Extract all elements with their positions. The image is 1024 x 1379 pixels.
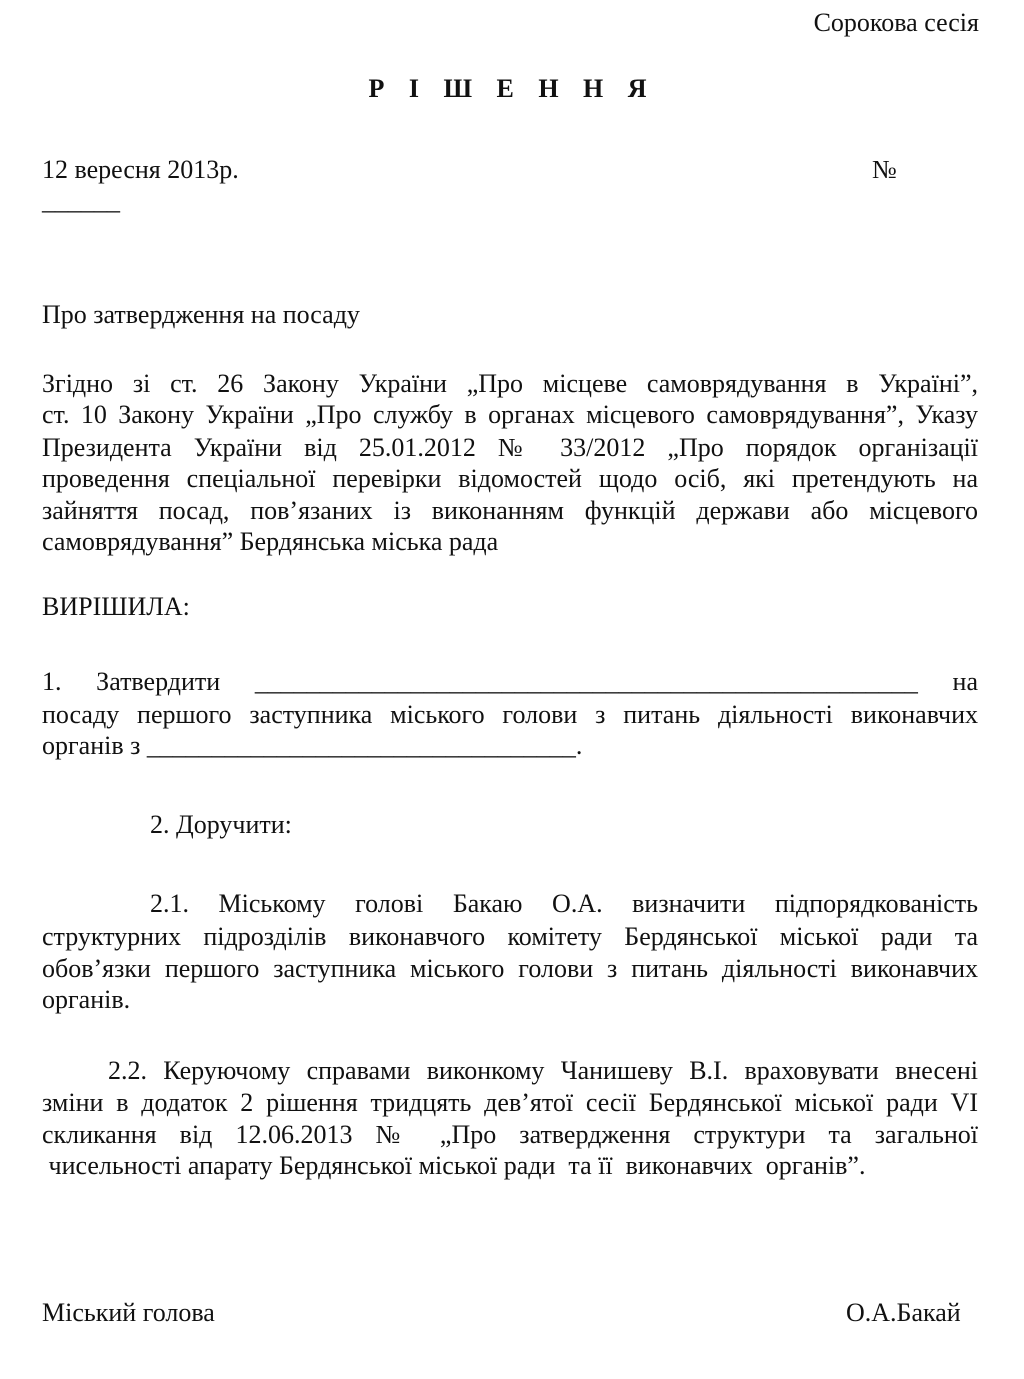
decision-number-sign: № <box>872 155 897 184</box>
decided-heading: ВИРІШИЛА: <box>42 592 190 621</box>
preamble-line: зайняття посад, пов’язаних із виконанням функцій держави або місцевого <box>42 496 978 525</box>
session-label: Сорокова сесія <box>813 8 979 37</box>
item-2-2-line: 2.2. Керуючому справами виконкому Чанишеву В.І. враховувати внесені <box>108 1056 978 1085</box>
item-2-1-line: 2.1. Міському голові Бакаю О.А. визначити підпорядкованість <box>150 889 978 918</box>
item-1-line: органів з _________________________________. <box>42 731 583 760</box>
decision-date: 12 вересня 2013р. <box>42 155 239 184</box>
item-1-line: 1. Затвердити ___________________________________________________ на <box>42 667 978 696</box>
item-2-2-line: скликання від 12.06.2013 № „Про затвердження структури та загальної <box>42 1120 978 1149</box>
preamble-line: Згідно зі ст. 26 Закону України „Про місцеве самоврядування в Україні”, <box>42 369 978 398</box>
document-title: Р І Ш Е Н Н Я <box>368 74 656 103</box>
item-2-1-line: структурних підрозділів виконавчого комітету Бердянської міської ради та <box>42 922 978 951</box>
preamble-line: проведення спеціальної перевірки відомостей щодо осіб, які претендують на <box>42 464 978 493</box>
signature-name: О.А.Бакай <box>846 1298 961 1327</box>
item-2-1-line: органів. <box>42 985 131 1014</box>
decision-number-blank: ______ <box>42 186 120 215</box>
preamble-line: самоврядування” Бердянська міська рада <box>42 527 499 556</box>
item-2-1-line: обов’язки першого заступника міського голови з питань діяльності виконавчих <box>42 954 978 983</box>
item-2-2-line: чисельності апарату Бердянської міської ради та її виконавчих органів”. <box>42 1151 866 1180</box>
decision-subject: Про затвердження на посаду <box>42 300 360 329</box>
preamble-line: ст. 10 Закону України „Про службу в органах місцевого самоврядування”, Указу <box>42 400 978 429</box>
preamble-line: Президента України від 25.01.2012 № 33/2012 „Про порядок організації <box>42 433 978 462</box>
item-1-line: посаду першого заступника міського голови з питань діяльності виконавчих <box>42 700 978 729</box>
item-2-2-line: зміни в додаток 2 рішення тридцять дев’ятої сесії Бердянської міської ради VI <box>42 1088 978 1117</box>
item-2-heading: 2. Доручити: <box>150 810 292 839</box>
signature-position: Міський голова <box>42 1298 215 1327</box>
